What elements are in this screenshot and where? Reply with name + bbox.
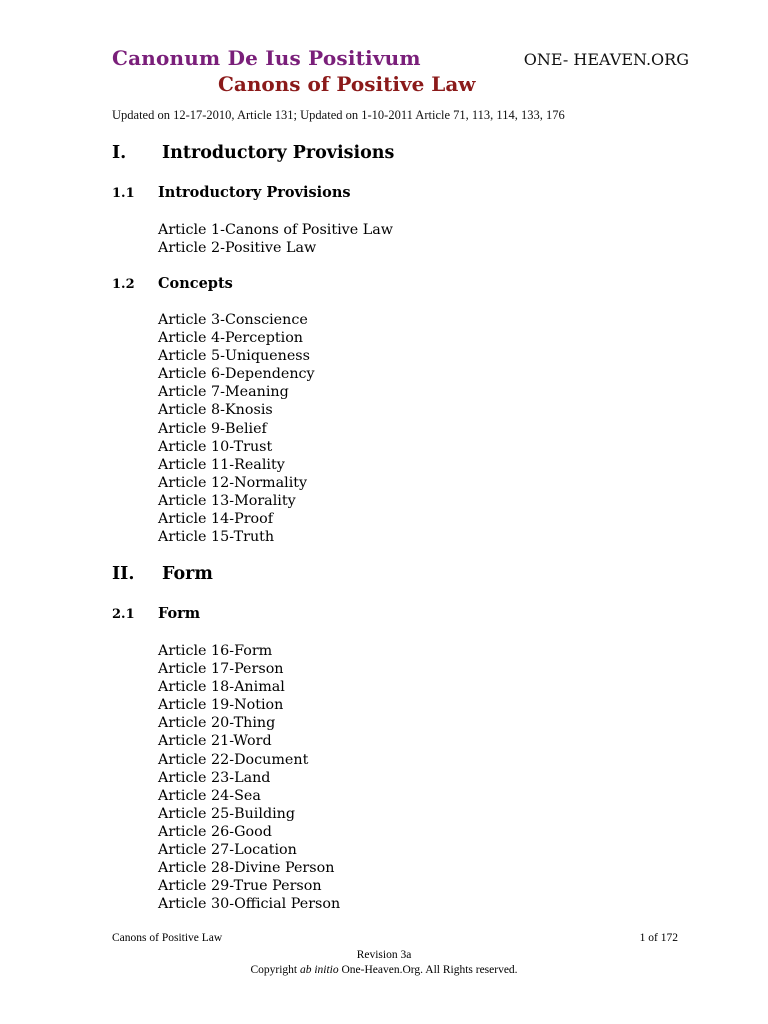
list-item: Article 27-Location (158, 842, 297, 859)
list-item: Article 11-Reality (158, 456, 285, 473)
subsection-number: 1.1 (112, 186, 135, 201)
list-item: Article 25-Building (158, 805, 296, 822)
list-item: Article 10-Trust (158, 438, 273, 455)
list-item: Article 24-Sea (158, 787, 261, 804)
copyright-italic: ab initio (299, 964, 339, 976)
list-item: Article 15-Truth (158, 529, 275, 546)
footer-revision: Revision 3a (356, 949, 412, 961)
subsection-heading-1-2 (112, 275, 233, 292)
list-item: Article 1-Canons of Positive Law (158, 222, 394, 238)
subsection-heading-2-1 (112, 605, 200, 622)
list-item: Article 26-Good (158, 823, 272, 840)
page-number: 1 of 172 (639, 932, 678, 944)
subsection-title: Form (158, 605, 201, 622)
list-item: Article 14-Proof (158, 511, 274, 528)
list-item: Article 3-Conscience (158, 312, 308, 328)
list-item: Article 16-Form (158, 643, 273, 659)
section-number: I. (112, 143, 127, 163)
list-item: Article 9-Belief (158, 420, 267, 437)
title-english: Canons of Positive Law (218, 72, 476, 96)
update-note: Updated on 12-17-2010, Article 131; Updated on 1-10-2011 Article 71, 113, 114, 133, 176 (112, 108, 565, 122)
list-item: Article 13-Morality (158, 492, 296, 509)
section-title: Form (162, 564, 213, 584)
list-item: Article 2-Positive Law (158, 240, 317, 257)
list-item: Article 28-Divine Person (158, 860, 335, 877)
list-item: Article 5-Uniqueness (158, 348, 310, 365)
list-item: Article 7-Meaning (158, 384, 289, 401)
section-heading-2 (112, 564, 213, 584)
list-item: Article 4-Perception (158, 330, 304, 347)
list-item: Article 22-Document (158, 751, 309, 768)
subsection-title: Introductory Provisions (158, 184, 351, 201)
article-list-1-2 (158, 311, 315, 546)
list-item: Article 21-Word (158, 733, 272, 750)
list-item: Article 12-Normality (158, 474, 308, 491)
title-latin: Canonum De Ius Positivum (112, 46, 421, 70)
subsection-heading-1-1 (112, 184, 351, 201)
site-name: ONE- HEAVEN.ORG (523, 50, 689, 69)
footer-copyright (0, 964, 768, 976)
list-item: Article 18-Animal (158, 679, 285, 696)
copyright-prefix: Copyright (250, 964, 300, 976)
list-item: Article 19-Notion (158, 697, 284, 714)
subsection-number: 1.2 (112, 277, 135, 292)
section-number: II. (112, 564, 135, 584)
list-item: Article 20-Thing (158, 715, 276, 732)
section-heading-1 (112, 143, 394, 163)
list-item: Article 30-Official Person (158, 896, 341, 913)
list-item: Article 8-Knosis (158, 402, 273, 419)
list-item: Article 6-Dependency (158, 366, 315, 383)
article-list-1-1 (158, 221, 393, 257)
copyright-suffix: One-Heaven.Org. All Rights reserved. (338, 964, 518, 976)
subsection-number: 2.1 (112, 607, 135, 622)
list-item: Article 23-Land (158, 769, 271, 786)
subsection-title: Concepts (158, 275, 233, 292)
section-title: Introductory Provisions (162, 143, 395, 163)
list-item: Article 29-True Person (158, 878, 322, 895)
list-item: Article 17-Person (158, 661, 284, 678)
footer-doc-title: Canons of Positive Law (112, 932, 223, 944)
article-list-2-1 (158, 642, 340, 913)
